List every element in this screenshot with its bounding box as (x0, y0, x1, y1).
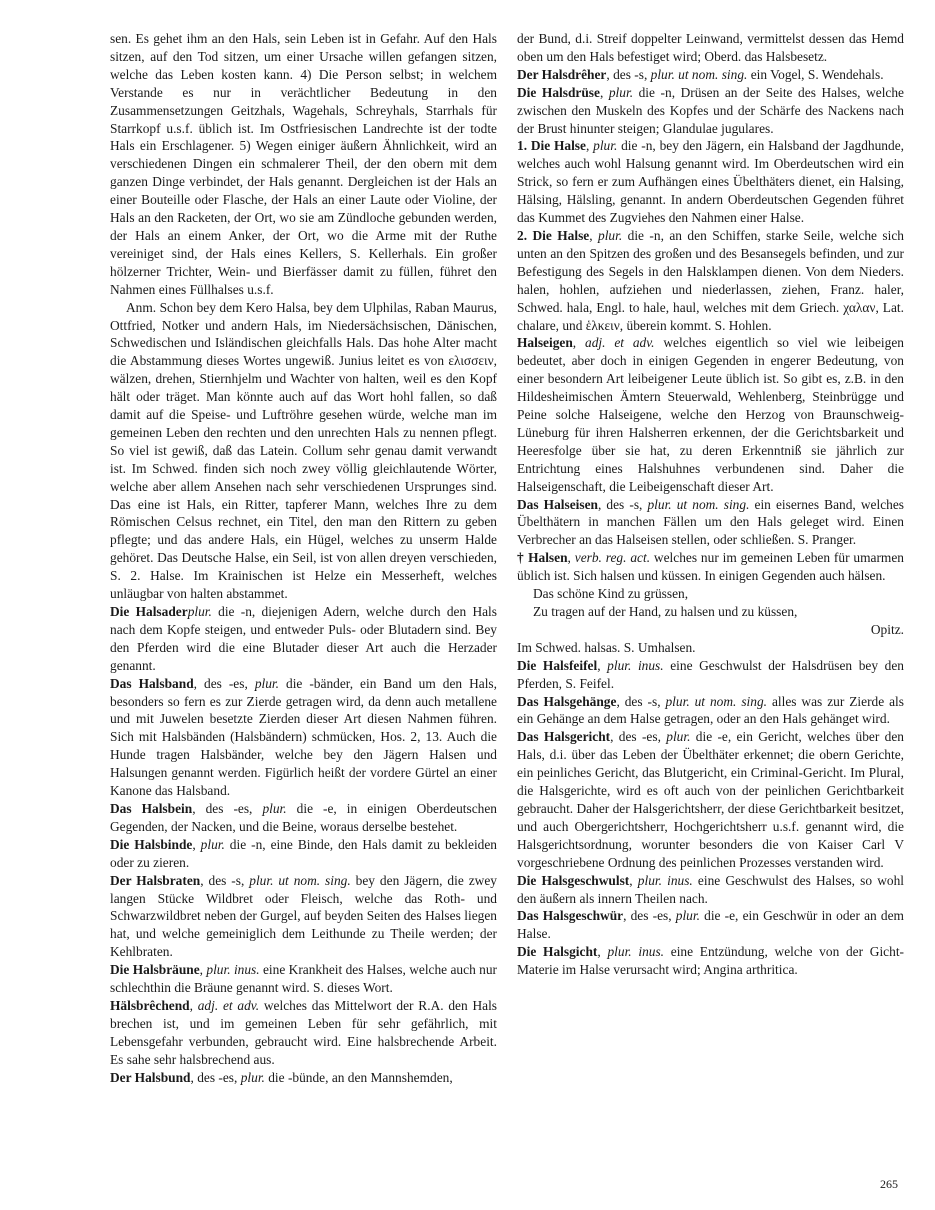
entry-headword: 2. Die Halse (517, 227, 590, 243)
entry-grammar: plur. (675, 908, 700, 924)
entry-definition: die -n, diejenigen Adern, welche durch den Hals nach dem Kopfe steigen, und entweder Puls- oder Blutadern sind. Bey den Pferden wird die eine Blutader dieser Art auch die Herzader genannt. (110, 604, 497, 673)
entry-inflection: , des -es, (623, 908, 676, 924)
entry-definition: welches das Mittelwort der R.A. den Hals brechen ist, und im gemeinen Leben für sehr gefährlich, mit Lebensgefahr verbunden, gebraucht wird. Eine halsbrechende Arbeit. Es sahe sehr halsbrechend aus. (110, 997, 497, 1067)
paragraph-text: Opitz. (870, 621, 904, 637)
entry-definition: ein eisernes Band, welches Übelthätern in manchen Fällen um den Hals geleget wird. Einen Verbrecher an das Halseisen stellen, oder schließen. S. Pranger. (517, 496, 904, 548)
entry-definition: die -e, ein Geschwür in oder an dem Halse. (517, 908, 904, 942)
paragraph-text: Im Schwed. halsas. S. Umhalsen. (517, 639, 696, 655)
entry-grammar: plur. inus. (206, 962, 260, 978)
entry-grammar: adj. et adv. (197, 997, 260, 1013)
plain-text (517, 639, 904, 657)
entry-grammar: plur. inus. (607, 657, 664, 673)
dictionary-entry (110, 836, 497, 872)
entry-grammar: plur. inus. (607, 944, 665, 960)
dictionary-entry (110, 1069, 497, 1087)
entry-definition: alles was zur Zierde als ein Gehänge an dem Halse getragen, oder an den Hals gehänget wird. (517, 693, 904, 727)
entry-headword: Das Halsgeschwür (517, 908, 624, 924)
entry-inflection: , des -s, (200, 872, 250, 888)
entry-grammar: plur. (593, 138, 618, 154)
right-column (517, 30, 904, 979)
left-column (110, 30, 497, 1086)
dictionary-entry (517, 84, 904, 138)
entry-grammar: plur. (598, 227, 623, 243)
entry-inflection: , (589, 227, 599, 243)
entry-inflection: , des -es, (193, 675, 255, 691)
entry-grammar: plur. inus. (637, 872, 693, 888)
entry-definition: welches eigentlich so viel wie leibeigen bedeutet, aber doch in einigen Gegenden in engerer Bedeutung, von einer besondern Art leibeigener Leute üblich ist. So gibt es, z.B. in den Hildesheimischen Ämtern Steuerwald, Wehlenberg, Steinbrügge und Peine solche Halseigene, welche den Herzog von Braunschweig-Lüneburg für ihren Halsherren erkennen, der die Gerichtsbarkeit und Heeresfolge über sie hat, zu deren Erkenntniß sie jährlich zur Entrichtung eines Halshuhnes verbundenen sind. Daher die Halseigenschaft, die Leibeigenschaft dieser Art. (517, 335, 904, 494)
entry-inflection: , (585, 138, 594, 154)
entry-grammar: plur. ut nom. sing. (249, 872, 351, 888)
entry-headword: Die Halsbräune (110, 962, 200, 978)
entry-headword: Die Halsader (110, 604, 188, 619)
dictionary-entry (110, 675, 497, 800)
entry-inflection: , (199, 962, 207, 978)
dictionary-entry (517, 693, 904, 729)
entry-headword: Halseigen (517, 335, 573, 351)
entry-definition: die -e, ein Gericht, welches über den Hals, d.i. über das Leben der Übelthäter erkennet; die obern Gerichte, ein peinliches Gericht, das Blutgericht, ein Criminal-Gericht. Im Plural, die Halsgerichte, wird es oft auch von der peinlichen Gerichtbarkeit gebraucht. Daher der Halsgerichtsherr, der diese Gerichtbarkeit besitzet, und auch Obergerichtsherr, Hochgerichtsherr u.s.f. genannt wird, die Halsgerichtsordnung, worunter besonders die von Kaiser Carl V vorgeschriebene Ordnung des peinlichen Prozesses verstanden wird. (517, 729, 904, 870)
entry-headword: Das Halsband (110, 675, 194, 691)
entry-grammar: plur. (254, 675, 279, 691)
entry-inflection: , (567, 550, 575, 566)
entry-definition: die -n, eine Binde, den Hals damit zu bekleiden oder zu zieren. (110, 836, 497, 870)
entry-headword: Die Halsgicht (517, 944, 598, 960)
entry-headword: Hälsbrêchend (110, 997, 190, 1013)
entry-definition: eine Krankheit des Halses, welche auch nur schlechthin die Bräune genannt wird. S. dieses Wort. (110, 962, 497, 996)
entry-inflection: , des -es, (610, 729, 667, 745)
entry-headword: Die Halsfeifel (517, 657, 598, 673)
entry-headword: Die Halsbinde (110, 836, 193, 852)
dictionary-entry (517, 872, 904, 908)
entry-inflection: , (629, 872, 638, 888)
dictionary-entry (517, 728, 904, 871)
quotation-line (517, 603, 904, 621)
entry-grammar: plur. ut nom. sing. (647, 496, 750, 512)
entry-definition: die -e, in einigen Oberdeutschen Gegenden, der Nacken, und die Beine, woraus derselbe bestehet. (110, 800, 497, 834)
entry-definition: eine Geschwulst der Halsdrüsen bey den Pferden, S. Feifel. (517, 657, 904, 691)
paragraph-text: Zu tragen auf der Hand, zu halsen und zu küssen, (533, 604, 798, 619)
entry-inflection: , (597, 657, 608, 673)
entry-inflection: , des -es, (192, 800, 263, 816)
entry-definition: die -n, an den Schiffen, starke Seile, welche sich unten an den Spitzen des großen und des Besansegels befinden, und zur Befestigung des Segels in den Halsklampen dienen. Von dem Nieders. halen, hohlen, aufziehen und niederlassen, ziehen, Franz. haler, Schwed. hala, Engl. to hale, haul, welches mit dem Griech. χαλαν, Lat. chalare, und ἑλκειν, überein kommt. S. Hohlen. (517, 227, 904, 333)
annotation-paragraph (110, 299, 497, 603)
dictionary-entry (517, 496, 904, 550)
entry-inflection: , (572, 335, 585, 351)
entry-definition: eine Geschwulst des Halses, so wohl den äußern als innern Theilen nach. (517, 872, 904, 906)
entry-definition: die -n, bey den Jägern, ein Halsband der Jagdhunde, welches auch wohl Halsung genannt wird. Im Oberdeutschen wird ein Strick, so fern er zum Aufhängen eines Übelthäters dienet, ein Halsing, Hälsing, Hälsling, genannt. In andern Oberdeutschen Gegenden führet das Kummet des Zugviehes den Nahmen einer Halse. (517, 138, 904, 226)
entry-headword: Der Halsbraten (110, 872, 201, 888)
entry-headword: Das Halsbein (110, 800, 193, 816)
entry-headword: Die Halsgeschwulst (517, 872, 630, 888)
entry-inflection: , des -s, (606, 66, 651, 82)
entry-grammar: plur. (200, 836, 225, 852)
entry-grammar: plur. ut nom. sing. (650, 66, 748, 82)
entry-inflection: , (599, 84, 609, 100)
page-number: 265 (880, 1177, 898, 1191)
dictionary-entry (517, 66, 904, 84)
entry-inflection: , des -s, (616, 693, 666, 709)
dictionary-entry (517, 943, 904, 979)
entry-grammar: plur. (187, 604, 212, 619)
entry-definition: die -bänder, ein Band um den Hals, besonders so fern es zur Zierde getragen wird, da denn auch metallene und mit Juwelen besetzte Zierden dieser Art diesen Nahmen führen. Sich mit Halsbänden (Halsbändern) schmücken, Hos. 2, 13. Auch die Hunde tragen Halsbänder, welche bey den Jägern Halsen und Halsungen genannt werden. Figürlich heißt der vordere Gürtel an einer Kanone das Halsband. (110, 675, 497, 799)
dictionary-entry (517, 334, 904, 495)
continued-text (110, 30, 497, 299)
entry-grammar: adj. et adv. (585, 335, 655, 351)
dictionary-entry (110, 603, 497, 675)
entry-definition: die -bünde, an den Mannshemden, (264, 1069, 453, 1085)
dictionary-entry (110, 997, 497, 1069)
entry-inflection: , (189, 997, 198, 1013)
entry-definition: ein Vogel, S. Wendehals. (747, 66, 884, 82)
entry-definition: welches nur im gemeinen Leben für umarmen üblich ist. Sich halsen und küssen. In einigen Gegenden auch hälsen. (517, 550, 904, 584)
entry-headword: 1. Die Halse (517, 138, 586, 154)
entry-definition: die -n, Drüsen an der Seite des Halses, welche zwischen den Muskeln des Kopfes und der Schärfe des Nackens nach der Brust hinunter steigen; Glandulae jugulares. (517, 84, 904, 136)
entry-headword: † Halsen (517, 550, 568, 566)
dictionary-entry (517, 227, 904, 334)
dictionary-entry (110, 800, 497, 836)
entry-headword: Das Halsgehänge (517, 693, 617, 709)
dictionary-entry (517, 137, 904, 227)
dictionary-entry (110, 961, 497, 997)
entry-inflection: , des -es, (190, 1069, 241, 1085)
paragraph-text: Das schöne Kind zu grüssen, (533, 586, 689, 602)
quotation-line (517, 585, 904, 603)
dictionary-entry (517, 907, 904, 943)
entry-inflection: , (597, 944, 608, 960)
paragraph-text: Anm. Schon bey dem Kero Halsa, bey dem Ulphilas, Raban Maurus, Ottfried, Notker und andern Hals, im Niedersächsischen, Dänischen, Schwedischen und Isländischen gleichfalls Hals. Das hohe Alter macht die Abstammung dieses Wortes ungewiß. Junius leitet es von ελισσειν, wälzen, drehen, Stiernhjelm und Wachter von halten, weil es den Kopf hält oder träget. Man könnte auch auf das Wort hohl fallen, so daß damit auf die Speise- und Luftröhre gesehen würde, welche man im gemeinen Leben den rechten und den unrechten Hals zu nennen pflegt. So viel ist gewiß, daß das Latein. Collum sehr genau damit verwandt ist. Im Schwed. finden sich noch zwey völlig gleichlautende Wörter, welche aber allem Ansehen nach sehr verschiedenen Ursprunges sind. Das eine ist Hals, ein Ritter, tapferer Mann, welches Ihre zu dem Römischen Celsus rechnet, ein Titel, den man den Rittern zu geben pflegte; und das andere Hals, ein Hügel, welches zu unserm Halde gehöret. Das Deutsche Halse, ein Seil, ist von allen dreyen verschieden, S. 2. Halse. Im Krainischen ist Helze ein Messerheft, welches unläugbar von halten abstammet. (110, 299, 497, 602)
entry-definition: eine Entzündung, welche von der Gicht-Materie im Halse verursacht wird; Angina arthritica. (517, 944, 905, 978)
continued-text (517, 30, 904, 66)
entry-headword: Der Halsbund (110, 1069, 191, 1085)
entry-headword: Das Halsgericht (517, 729, 611, 745)
paragraph-text: sen. Es gehet ihm an den Hals, sein Leben ist in Gefahr. Auf den Hals sitzen, auf den Tod sitzen, um einer Ursache willen gefangen sitzen, welche das Leben kosten kann. 4) Die Person selbst; in welchem Verstande es nur in verächtlicher Bedeutung in den Zusammensetzungen Geitzhals, Wagehals, Schreyhals, Starrhals für Starrkopf u.s.f. üblich ist. Im Ostfriesischen Landrechte ist der todte Hals ein Erschlagener. 5) Wegen einiger äußern Ähnlichkeit, wird an verschiedenen Dingen ein schmalerer Theil, der den obern mit dem ganzen Dinge verbindet, der Hals genannt. Dergleichen ist der Hals an einer Bouteille oder Flasche, der Hals an einer Laute oder Violine, der Hals an den Racketen, der Ort, wo sie am Zündloche gebunden werden, der Hals an einem Anker, der Ort, wo die Arme mit der Ruthe vereiniget sind, der Hals eines Kellers, S. Kellerhals. Ein großer hölzerner Trichter, Wein- und Bierfässer damit zu füllen, führet den Nahmen eines Füllhalses u.s.f. (110, 31, 497, 297)
entry-grammar: plur. (262, 800, 287, 816)
entry-inflection: , (192, 836, 201, 852)
entry-headword: Der Halsdrêher (517, 66, 607, 82)
entry-definition: bey den Jägern, die zwey langen Stücke Wildbret oder Fleisch, welche das Roth- und Schwarzwildbret neben der Gurgel, auf beyden Seiten des Halses liegen hat, und welche gemeiniglich dem Leithunde zu Theile werden; der Kehlbraten. (110, 872, 497, 960)
quotation-author (517, 621, 904, 639)
dictionary-entry (517, 657, 904, 693)
entry-headword: Das Halseisen (517, 496, 598, 512)
entry-headword: Die Halsdrüse (517, 84, 600, 100)
entry-grammar: verb. reg. act. (574, 550, 651, 566)
entry-grammar: plur. (608, 84, 634, 100)
entry-inflection: , des -s, (597, 496, 648, 512)
entry-grammar: plur. (666, 729, 691, 745)
dictionary-entry (110, 872, 497, 962)
paragraph-text: der Bund, d.i. Streif doppelter Leinwand, vermittelst dessen das Hemd oben um den Hals befestiget wird; Oberd. das Halsbesetz. (517, 31, 904, 64)
dictionary-entry (517, 549, 904, 585)
entry-grammar: plur. (240, 1069, 265, 1085)
entry-grammar: plur. ut nom. sing. (665, 693, 767, 709)
